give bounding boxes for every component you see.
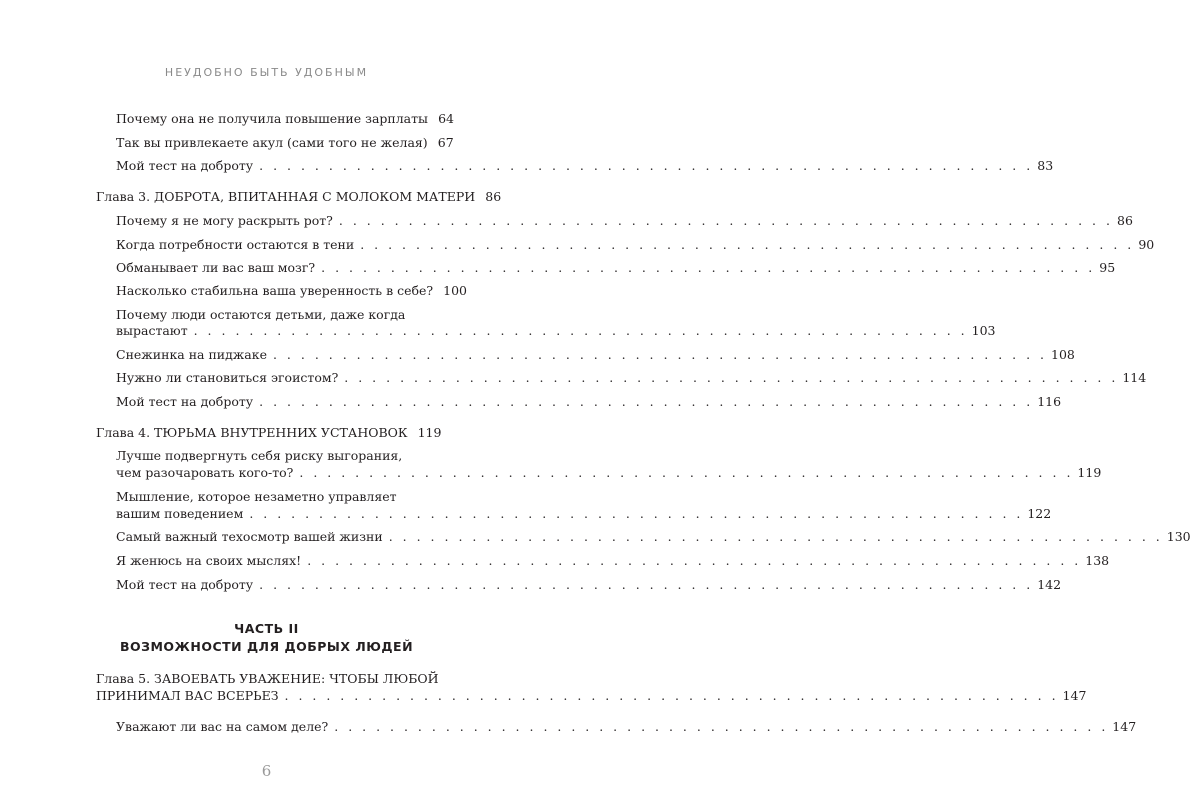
toc-entry [116,282,467,299]
leader-dots: . . . . . . . . . . . . . . . . . . . . . . . . . . . . . . . . . . . . . . . . . . . . . . . . . . . . . . . . [249,506,1024,521]
toc-entry-title: Когда потребности остаются в тени [116,237,355,252]
toc-entry-page: 142 [1037,577,1062,592]
leader-dots: . . . . . . . . . . . . . . . . . . . . . . . . . . . . . . . . . . . . . . . . . . . . . . . . . . . . . . . . [360,237,1135,252]
leader-dots: . . . . . . . . . . . . . . . . . . . . . . . . . . . . . . . . . . . . . . . . . . . . . . . . . . . . . . . . [259,577,1034,592]
leader-dots: . . . . . . . . . . . . . . . . . . . . . . . . . . . . . . . . . . . . . . . . . . . . . . . . . . . . . . . . [272,347,1048,362]
toc-entry [116,528,1191,545]
toc-entry-page: 147 [1062,688,1087,703]
toc-entry [116,505,1052,522]
toc-entry-title: Нужно ли становиться эгоистом? [116,370,339,385]
toc-chapter-title-line1: Глава 5. ЗАВОЕВАТЬ УВАЖЕНИЕ: ЧТОБЫ ЛЮБОЙ [96,671,439,686]
toc-entry [116,134,454,151]
toc-entry-title: Мой тест на доброту [116,577,254,592]
leader-dots: . . . . . . . . . . . . . . . . . . . . . . . . . . . . . . . . . . . . . . . . . . . . . . . . . . . . . . . . [307,553,1082,568]
toc-entry [116,718,1137,735]
running-head: НЕУДОБНО БЫТЬ УДОБНЫМ [164,66,369,79]
toc-entry-title: Мой тест на доброту [116,158,254,173]
toc-entry-page: 64 [438,111,454,126]
toc-chapter-entry [96,424,442,441]
toc-entry-page: 119 [417,425,442,440]
toc-entry-title: чем разочаровать кого-то? [116,465,294,480]
toc-entry-page: 86 [1117,213,1133,228]
toc-entry-title: Уважают ли вас на самом деле? [116,719,329,734]
toc-entry [116,464,1102,481]
toc-chapter-entry [96,687,1087,704]
toc-entry-page: 116 [1037,394,1062,409]
toc-entry-page: 114 [1122,370,1147,385]
toc-entry-title: вырастают [116,323,188,338]
leader-dots: . . . . . . . . . . . . . . . . . . . . . . . . . . . . . . . . . . . . . . . . . . . . . . . . . . . . . . . . [299,465,1074,480]
toc-entry-page: 130 [1166,529,1191,544]
toc-chapter-title: Глава 4. ТЮРЬМА ВНУТРЕННИХ УСТАНОВОК [96,425,408,440]
toc-entry-page: 67 [437,135,454,150]
toc-entry-page: 90 [1138,237,1155,252]
toc-entry [116,322,996,339]
toc-entry-title-line1: Мышление, которое незаметно управляет [116,489,397,504]
toc-entry-title: Так вы привлекаете акул (сами того не желая) [116,135,428,150]
toc-entry-title: Насколько стабильна ваша уверенность в себе? [116,283,434,298]
leader-dots: . . . . . . . . . . . . . . . . . . . . . . . . . . . . . . . . . . . . . . . . . . . . . . . . . . . . . . . . [284,688,1059,703]
toc-entry-page: 86 [485,189,502,204]
toc-entry [116,393,1062,410]
toc-entry [116,157,1054,174]
toc-entry [116,110,454,127]
page-number: 6 [261,762,272,780]
toc-entry [116,259,1116,276]
toc-entry-page: 100 [443,283,467,298]
toc-entry-page: 147 [1112,719,1137,734]
toc-chapter-title: ПРИНИМАЛ ВАС ВСЕРЬЕЗ [96,688,279,703]
toc-entry [116,236,1155,253]
toc-entry-title: вашим поведением [116,506,244,521]
toc-entry-title-line1: Почему люди остаются детьми, даже когда [116,307,406,322]
toc-entry [116,576,1062,593]
toc-chapter-entry [96,188,502,205]
toc-entry-title: Я женюсь на своих мыслях! [116,553,302,568]
toc-entry-page: 122 [1027,506,1052,521]
leader-dots: . . . . . . . . . . . . . . . . . . . . . . . . . . . . . . . . . . . . . . . . . . . . . . . . . . . . . . . . [259,158,1034,173]
toc-entry-title: Почему она не получила повышение зарплаты [116,111,428,126]
toc-entry [116,212,1133,229]
toc-entry-page: 108 [1051,347,1075,362]
leader-dots: . . . . . . . . . . . . . . . . . . . . . . . . . . . . . . . . . . . . . . . . . . . . . . . . . . . . . . . . [321,260,1096,275]
toc-entry-page: 83 [1037,158,1054,173]
part-title: ВОЗМОЖНОСТИ ДЛЯ ДОБРЫХ ЛЮДЕЙ [119,639,414,654]
toc-entry-title: Обманывает ли вас ваш мозг? [116,260,316,275]
leader-dots: . . . . . . . . . . . . . . . . . . . . . . . . . . . . . . . . . . . . . . . . . . . . . . . . . . . . . . . . [338,213,1113,228]
toc-entry-title: Самый важный техосмотр вашей жизни [116,529,383,544]
part-label: ЧАСТЬ II [234,621,299,636]
toc-entry-title-line1: Лучше подвергнуть себя риску выгорания, [116,448,403,463]
toc-entry-page: 95 [1099,260,1116,275]
toc-entry-page: 103 [971,323,996,338]
toc-entry-title: Почему я не могу раскрыть рот? [116,213,333,228]
leader-dots: . . . . . . . . . . . . . . . . . . . . . . . . . . . . . . . . . . . . . . . . . . . . . . . . . . . . . . . . [193,323,968,338]
leader-dots: . . . . . . . . . . . . . . . . . . . . . . . . . . . . . . . . . . . . . . . . . . . . . . . . . . . . . . . . [334,719,1109,734]
leader-dots: . . . . . . . . . . . . . . . . . . . . . . . . . . . . . . . . . . . . . . . . . . . . . . . . . . . . . . . . [388,529,1163,544]
leader-dots: . . . . . . . . . . . . . . . . . . . . . . . . . . . . . . . . . . . . . . . . . . . . . . . . . . . . . . . . [344,370,1119,385]
toc-entry [116,552,1110,569]
toc-chapter-title: Глава 3. ДОБРОТА, ВПИТАННАЯ С МОЛОКОМ МАТЕРИ [96,189,476,204]
leader-dots: . . . . . . . . . . . . . . . . . . . . . . . . . . . . . . . . . . . . . . . . . . . . . . . . . . . . . . . . [259,394,1034,409]
toc-entry-title: Мой тест на доброту [116,394,254,409]
toc-entry-page: 119 [1077,465,1102,480]
toc-entry [116,369,1147,386]
toc-entry-title: Снежинка на пиджаке [116,347,267,362]
toc-entry-page: 138 [1085,553,1110,568]
toc-entry [116,346,1075,363]
